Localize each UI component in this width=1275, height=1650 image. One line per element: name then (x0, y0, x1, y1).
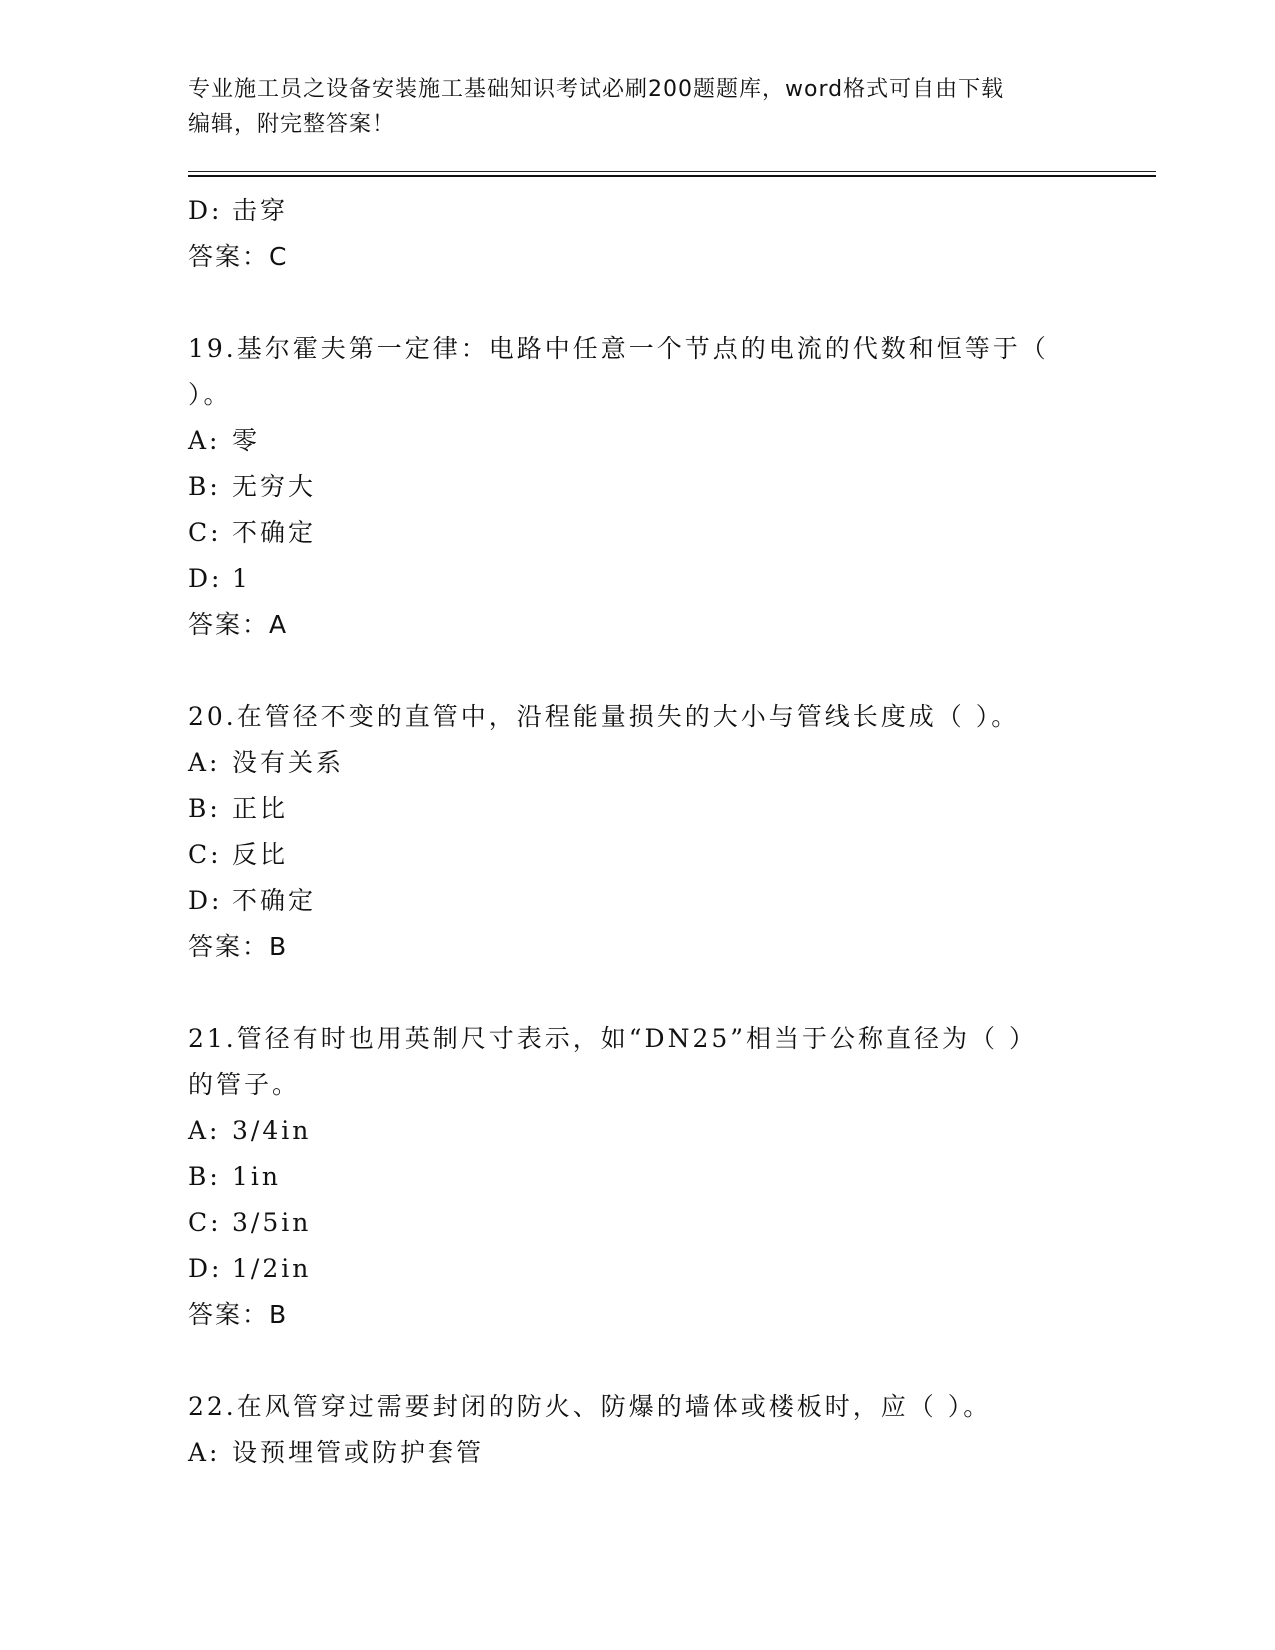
option-text: 设预埋管或防护套管 (232, 1438, 485, 1467)
question-20 (188, 694, 1088, 970)
option-text: 没有关系 (232, 748, 345, 777)
question-stem: 21.管径有时也用英制尺寸表示，如“DN25”相当于公称直径为（ ） (188, 1024, 1037, 1053)
option-text: 击穿 (232, 196, 289, 225)
question-stem-continued: 的管子。 (188, 1070, 301, 1099)
option-label: A: (188, 748, 221, 777)
question-stem: 20.在管径不变的直管中，沿程能量损失的大小与管线长度成（ ）。 (188, 702, 1020, 731)
option-a (188, 1108, 1088, 1154)
spacer (188, 970, 1088, 1016)
option-c (188, 1200, 1088, 1246)
question-21 (188, 1016, 1088, 1338)
option-text: 1in (232, 1162, 282, 1191)
option-label: D: (188, 196, 223, 225)
option-label: A: (188, 1438, 221, 1467)
option-label: B: (188, 472, 221, 501)
question-stem: 22.在风管穿过需要封闭的防火、防爆的墙体或楼板时，应（ ）。 (188, 1392, 992, 1421)
question-19 (188, 326, 1088, 648)
option-label: D: (188, 564, 223, 593)
option-label: A: (188, 1116, 221, 1145)
option-b (188, 786, 1088, 832)
option-d (188, 878, 1088, 924)
header-divider-bottom (188, 175, 1156, 177)
answer-line: 答案：B (188, 1300, 289, 1329)
option-label: A: (188, 426, 221, 455)
question-list (188, 188, 1088, 1476)
option-a (188, 418, 1088, 464)
option-text: 3/4in (232, 1116, 312, 1145)
option-d (188, 188, 1088, 234)
option-label: B: (188, 1162, 221, 1191)
option-b (188, 464, 1088, 510)
option-text: 1/2in (232, 1254, 312, 1283)
option-label: C: (188, 518, 222, 547)
option-a (188, 740, 1088, 786)
option-text: 1 (232, 564, 251, 593)
option-text: 3/5in (232, 1208, 312, 1237)
option-d (188, 1246, 1088, 1292)
option-label: B: (188, 794, 221, 823)
option-text: 反比 (232, 840, 289, 869)
option-label: D: (188, 1254, 223, 1283)
option-a (188, 1430, 1088, 1476)
question-stem: 19.基尔霍夫第一定律：电路中任意一个节点的电流的代数和恒等于（ (188, 334, 1049, 363)
document-header (188, 72, 1088, 142)
answer-line: 答案：B (188, 932, 289, 961)
spacer (188, 280, 1088, 326)
question-stem-continued: ）。 (188, 380, 232, 409)
question-22 (188, 1384, 1088, 1476)
option-text: 正比 (232, 794, 289, 823)
option-b (188, 1154, 1088, 1200)
option-label: C: (188, 1208, 222, 1237)
option-text: 不确定 (232, 886, 317, 915)
option-c (188, 510, 1088, 556)
header-title-line-1: 专业施工员之设备安装施工基础知识考试必刷200题题库，word格式可自由下载 (188, 77, 1005, 102)
header-title-line-2: 编辑，附完整答案！ (188, 112, 396, 137)
spacer (188, 1338, 1088, 1384)
spacer (188, 648, 1088, 694)
option-label: C: (188, 840, 222, 869)
option-label: D: (188, 886, 223, 915)
option-d (188, 556, 1088, 602)
answer-line: 答案：A (188, 610, 289, 639)
option-c (188, 832, 1088, 878)
header-divider-top (188, 171, 1156, 172)
answer-line: 答案：C (188, 242, 289, 271)
option-text: 零 (232, 426, 261, 455)
option-text: 无穷大 (232, 472, 317, 501)
option-text: 不确定 (232, 518, 317, 547)
